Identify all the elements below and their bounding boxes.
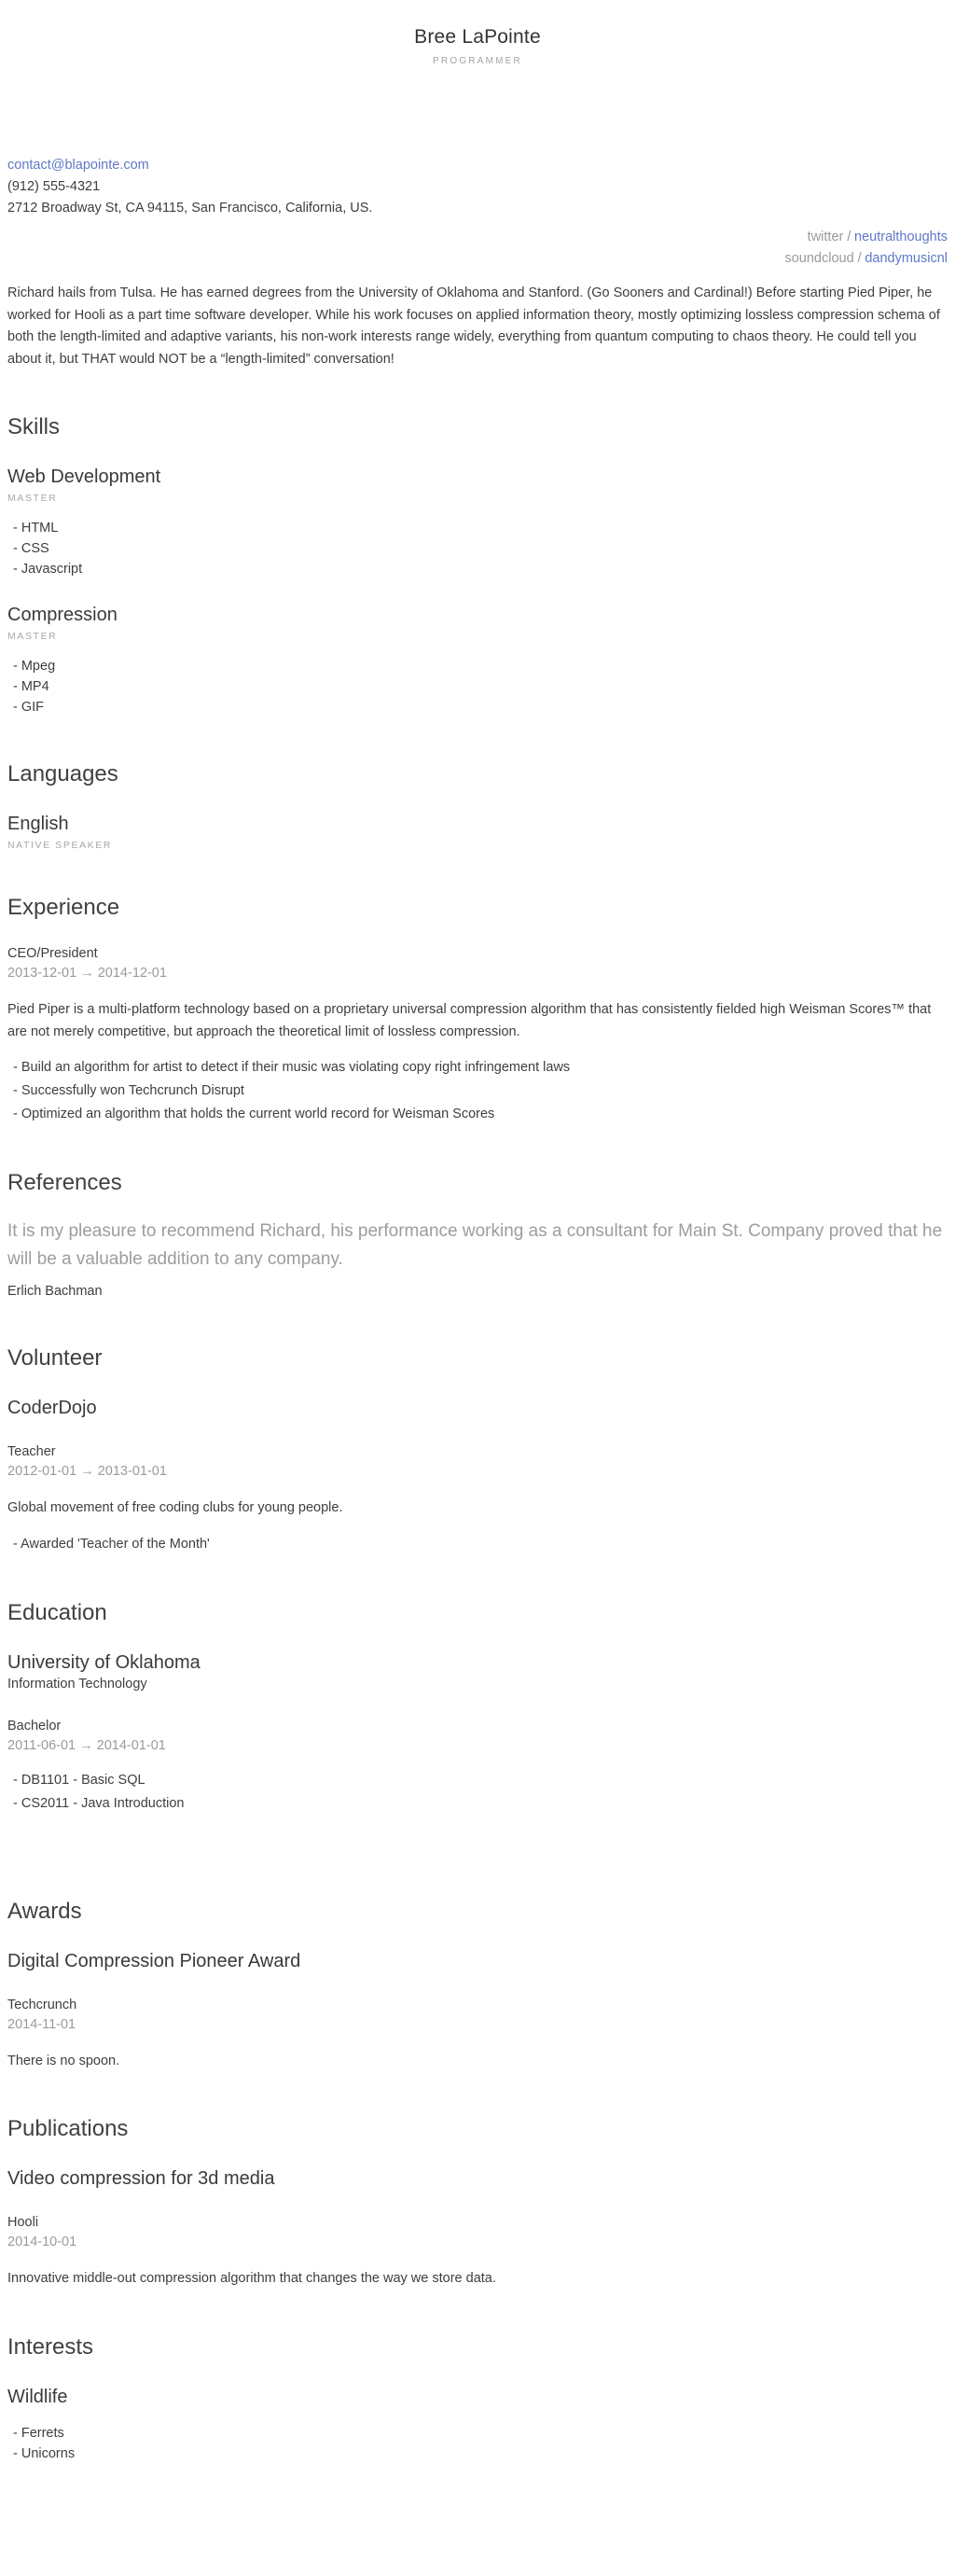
education-institution: University of Oklahoma [7,1651,201,1673]
list-item: - Unicorns [13,2445,76,2461]
reference-quote: It is my pleasure to recommend Richard, his performance working as a consultant for Main St. Company proved that he will be a valuable addition to any company. [7,1221,943,1269]
skill-keywords [7,656,948,717]
reference-entry [7,1218,948,1302]
soundcloud-link[interactable]: dandymusicnl [865,251,948,266]
list-item: - Awarded 'Teacher of the Month' [13,1536,210,1552]
education-degree: Bachelor [7,1718,62,1734]
list-item: - HTML [13,521,59,536]
phone-number: (912) 555-4321 [7,179,101,194]
soundcloud-profile [7,248,948,270]
about-text: Richard hails from Tulsa. He has earned degrees from the University of Oklahoma and Stanford. (Go Sooners and Cardinal!) Before starting Pied Piper, he worked for Hooli as a part time software developer. While his work focuses on applied information theory, mostly optimizing lossless compression schema of both the length-limited and adaptive variants, his non-work interests range widely, everything from quantum computing to chaos theory. He could tell you about it, but THAT would NOT be a “length-limited” conversation! [7,285,940,367]
page-title: Bree LaPointe [414,26,541,48]
list-item: - Build an algorithm for artist to detect if their music was violating copy right infringement laws [13,1060,571,1075]
list-item: - GIF [13,700,45,715]
volunteer-dates: 2012-01-01 → 2013-01-01 [7,1464,167,1479]
job-title: PROGRAMMER [433,56,522,66]
email-link[interactable]: contact@blapointe.com [7,158,149,173]
language-fluency: NATIVE SPEAKER [7,840,113,851]
reference-name: Erlich Bachman [7,1284,103,1299]
volunteer-position: Teacher [7,1444,56,1459]
award-date: 2014-11-01 [7,2016,76,2032]
award-awarder: Techcrunch [7,1997,77,2012]
twitter-link[interactable]: neutralthoughts [854,230,948,244]
education-courses [7,1769,948,1816]
publication-entry [7,2166,948,2291]
language-name: English [7,814,69,834]
skill-name: Compression [7,605,118,625]
education-entry [7,1650,948,1816]
section-heading-education: Education [7,1599,107,1625]
list-item: - Mpeg [13,659,56,674]
soundcloud-network-label: soundcloud / [784,251,862,266]
volunteer-organization: CoderDojo [7,1398,97,1418]
job-dates: 2013-12-01 → 2014-12-01 [7,966,167,981]
section-heading-awards: Awards [7,1898,82,1924]
social-profiles [7,227,948,270]
twitter-profile [7,227,948,248]
interest-entry [7,2385,948,2464]
publication-date: 2014-10-01 [7,2235,77,2249]
job-summary: Pied Piper is a multi-platform technology based on a proprietary universal compression algorithm that has consistently fielded high Weisman Scores™ that are not merely competitive, but approach the theoretical limit of lossless compression. [7,1002,932,1039]
award-title: Digital Compression Pioneer Award [7,1950,301,1971]
contact-section [7,155,948,219]
section-heading-volunteer: Volunteer [7,1345,103,1371]
experience-entry [7,944,948,1126]
section-heading-interests: Interests [7,2333,94,2360]
skill-name: Web Development [7,466,161,487]
section-heading-references: References [7,1170,122,1195]
skill-level: MASTER [7,631,58,642]
twitter-network-label: twitter / [807,230,851,244]
skill-entry [7,465,948,579]
volunteer-highlights [7,1533,948,1556]
publication-summary: Innovative middle-out compression algorithm that changes the way we store data. [7,2271,496,2286]
language-entry [7,812,948,851]
resume-header [7,26,948,66]
award-summary: There is no spoon. [7,2053,120,2068]
publication-name: Video compression for 3d media [7,2168,275,2189]
postal-address: 2712 Broadway St, CA 94115, San Francisco, California, US. [7,201,373,216]
section-heading-skills: Skills [7,414,61,439]
list-item: - DB1101 - Basic SQL [13,1772,145,1788]
job-highlights [7,1056,948,1126]
award-entry [7,1949,948,2073]
volunteer-summary: Global movement of free coding clubs for young people. [7,1500,343,1515]
publication-publisher: Hooli [7,2215,39,2230]
list-item: - Javascript [13,562,83,577]
list-item: - CS2011 - Java Introduction [13,1795,185,1811]
skill-keywords [7,518,948,579]
education-area: Information Technology [7,1676,147,1692]
job-position: CEO/President [7,946,98,961]
section-heading-publications: Publications [7,2116,129,2141]
list-item: - Ferrets [13,2425,64,2441]
list-item: - Successfully won Techcrunch Disrupt [13,1083,244,1098]
section-heading-experience: Experience [7,895,120,920]
list-item: - MP4 [13,679,49,694]
skill-entry [7,603,948,717]
education-dates: 2011-06-01 → 2014-01-01 [7,1737,166,1753]
list-item: - CSS [13,541,49,556]
section-heading-languages: Languages [7,761,118,787]
list-item: - Optimized an algorithm that holds the current world record for Weisman Scores [13,1107,495,1121]
skill-level: MASTER [7,493,58,504]
volunteer-entry [7,1396,948,1556]
interest-name: Wildlife [7,2386,68,2407]
